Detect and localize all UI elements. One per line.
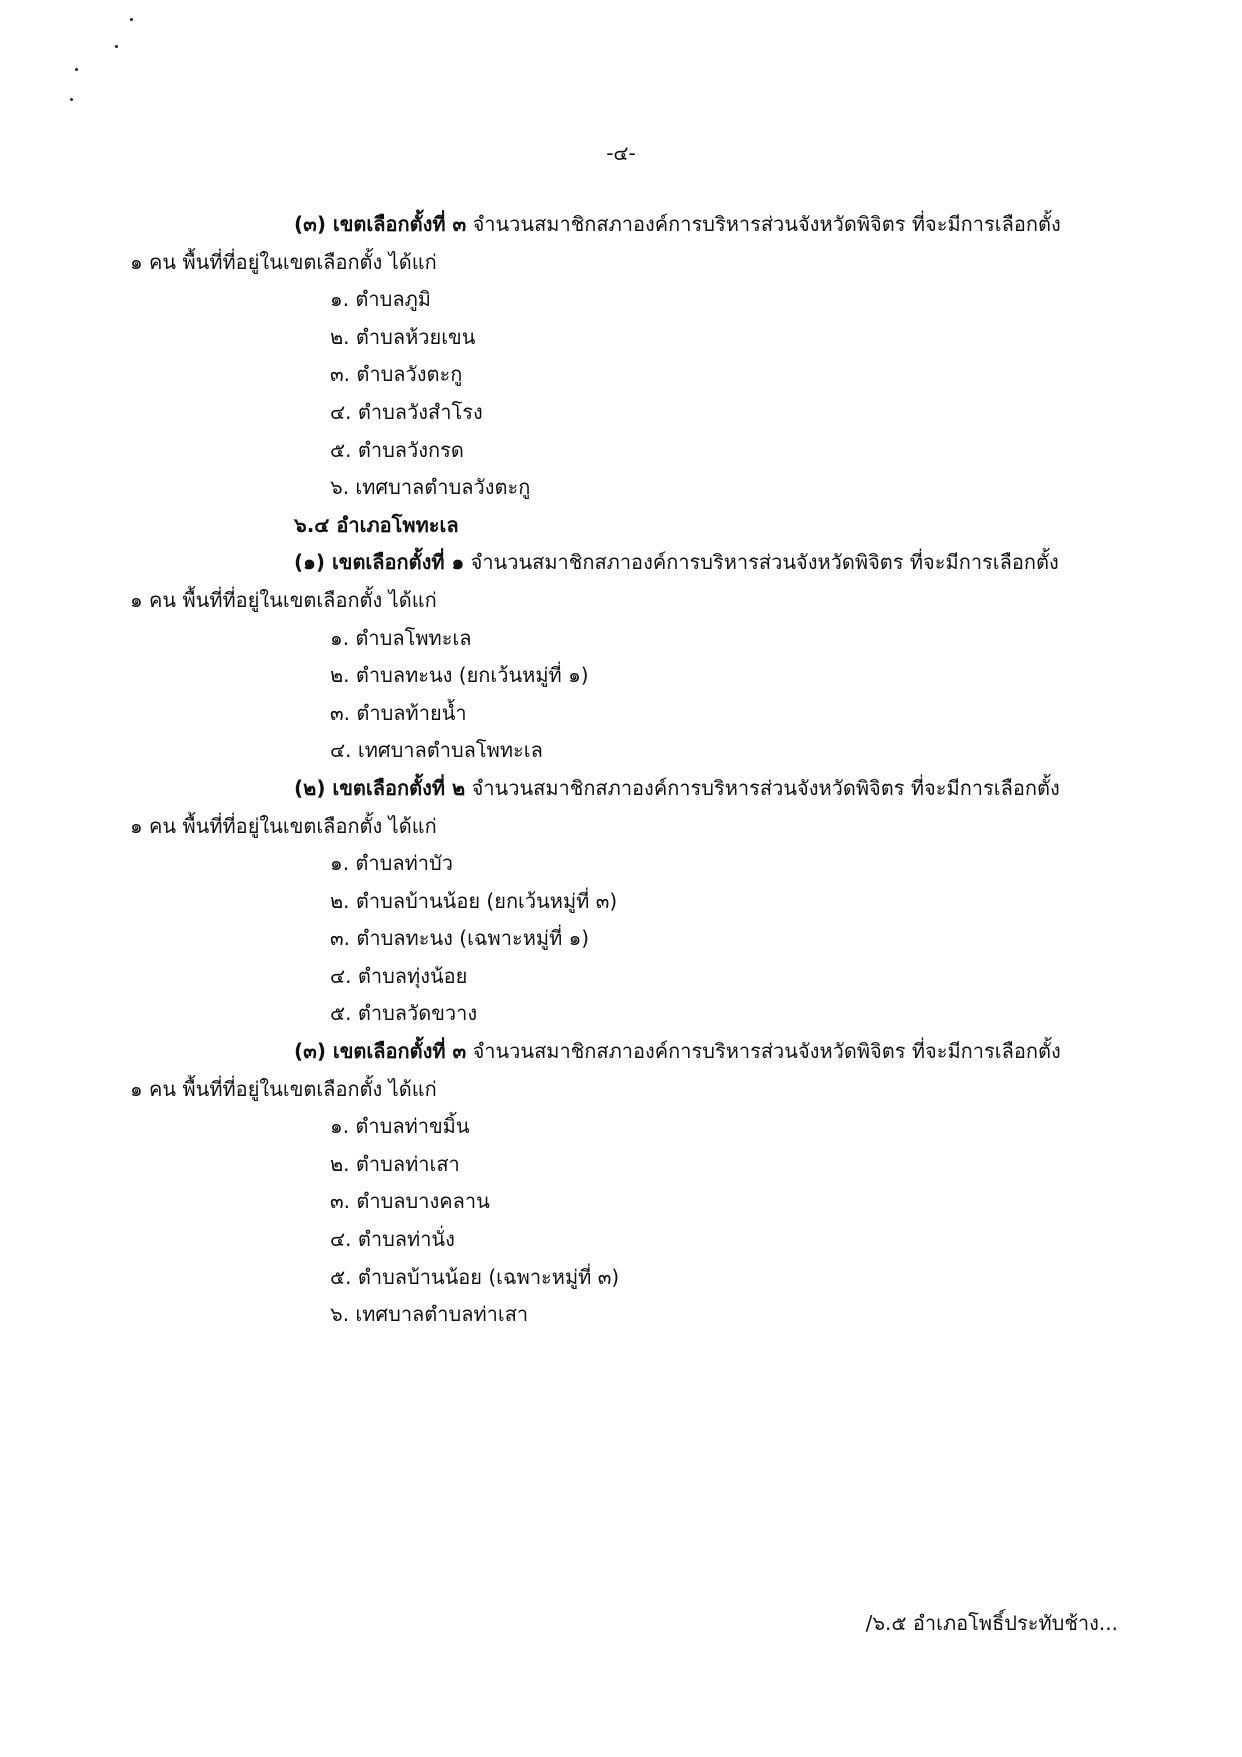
list-item: ๖. เทศบาลตำบลวังตะกู [330,475,531,500]
district-intro-line-2: ๑ คน พื้นที่ที่อยู่ในเขตเลือกตั้ง ได้แก่ [130,587,437,612]
district-intro-text: จำนวนสมาชิกสภาองค์การบริหารส่วนจังหวัดพิจิตร ที่จะมีการเลือกตั้ง [472,1039,1061,1064]
scan-speck [130,18,133,21]
district-label: (๓) เขตเลือกตั้งที่ ๓ [294,212,467,236]
list-item: ๔. เทศบาลตำบลโพทะเล [330,738,543,763]
list-item: ๒. ตำบลห้วยเขน [330,324,476,349]
district-intro-line [130,1033,1120,1071]
list-item: ๓. ตำบลท้ายน้ำ [330,700,467,725]
list-item: ๑. ตำบลท่าขมิ้น [330,1114,470,1139]
list-item: ๒. ตำบลทะนง (ยกเว้นหมู่ที่ ๑) [330,663,589,688]
list-item: ๑. ตำบลท่าบัว [330,851,453,876]
district-intro-line-2: ๑ คน พื้นที่ที่อยู่ในเขตเลือกตั้ง ได้แก่ [130,1076,437,1101]
district-intro-text: จำนวนสมาชิกสภาองค์การบริหารส่วนจังหวัดพิจิตร ที่จะมีการเลือกตั้ง [470,550,1059,575]
list-item: ๒. ตำบลบ้านน้อย (ยกเว้นหมู่ที่ ๓) [330,888,618,913]
list-item: ๔. ตำบลวังสำโรง [330,399,483,424]
list-item: ๓. ตำบลวังตะกู [330,362,463,387]
district-intro-line [130,206,1120,244]
list-item: ๔. ตำบลทุ่งน้อย [330,963,468,988]
list-item: ๕. ตำบลบ้านน้อย (เฉพาะหมู่ที่ ๓) [330,1264,620,1289]
district-label: (๑) เขตเลือกตั้งที่ ๑ [294,550,465,575]
list-item: ๓. ตำบลบางคลาน [330,1189,490,1214]
scan-speck [70,98,73,101]
district-intro-line-2: ๑ คน พื้นที่ที่อยู่ในเขตเลือกตั้ง ได้แก่ [130,813,437,838]
list-item: ๒. ตำบลท่าเสา [330,1151,460,1176]
document-body [130,206,1120,1334]
list-item: ๕. ตำบลวังกรด [330,437,464,462]
scan-speck [75,68,78,71]
continuation-footer: /๖.๕ อำเภอโพธิ์ประทับช้าง... [865,1611,1118,1635]
list-item: ๓. ตำบลทะนง (เฉพาะหมู่ที่ ๑) [330,926,590,951]
scan-speck [115,45,118,48]
district-label: (๒) เขตเลือกตั้งที่ ๒ [294,775,466,800]
list-item: ๔. ตำบลท่านั่ง [330,1227,455,1252]
district-label: (๓) เขตเลือกตั้งที่ ๓ [294,1039,467,1064]
district-intro-line [130,544,1120,582]
list-item: ๑. ตำบลโพทะเล [330,625,472,650]
district-intro-text: จำนวนสมาชิกสภาองค์การบริหารส่วนจังหวัดพิจิตร ที่จะมีการเลือกตั้ง [471,775,1060,800]
district-intro-text: จำนวนสมาชิกสภาองค์การบริหารส่วนจังหวัดพิจิตร ที่จะมีการเลือกตั้ง [472,212,1061,236]
amphoe-heading: ๖.๔ อำเภอโพทะเล [294,512,459,537]
list-item: ๕. ตำบลวัดขวาง [330,1001,478,1026]
district-intro-line [130,770,1120,808]
page-number: -๔- [606,141,636,165]
list-item: ๑. ตำบลภูมิ [330,287,431,312]
district-intro-line-2: ๑ คน พื้นที่ที่อยู่ในเขตเลือกตั้ง ได้แก่ [130,249,437,274]
list-item: ๖. เทศบาลตำบลท่าเสา [330,1302,529,1327]
